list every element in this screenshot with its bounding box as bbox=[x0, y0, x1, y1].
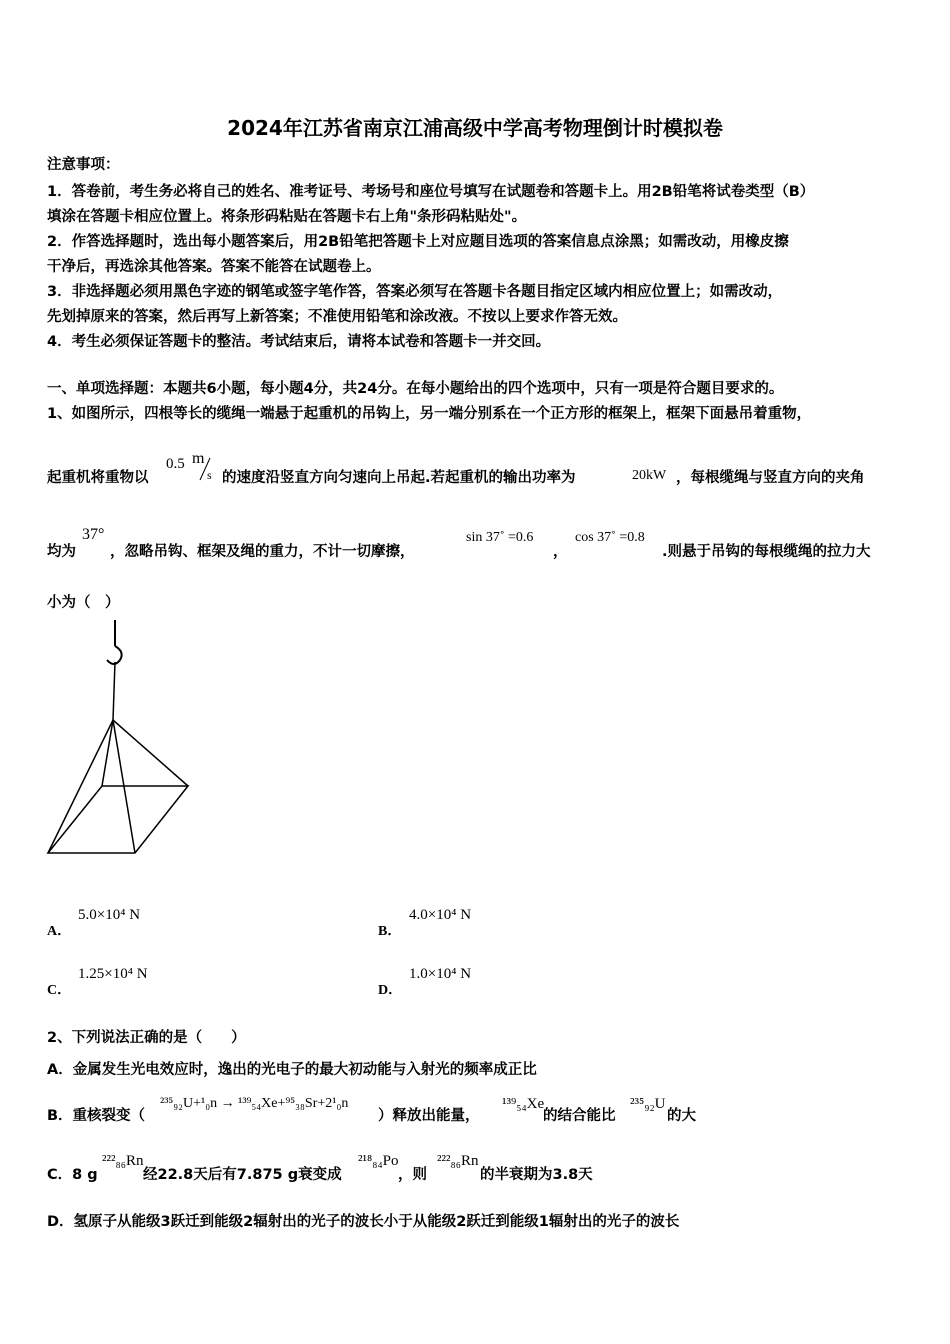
power-value: 20kW bbox=[632, 468, 667, 483]
q2-option-c-prefix: C．8 g bbox=[47, 1167, 98, 1183]
q2-option-b-mid2: 的结合能比 bbox=[543, 1108, 616, 1124]
q1-line-3c: .则悬于吊钩的每根缆绳的拉力大 bbox=[662, 544, 871, 560]
q2-option-c-end: 的半衰期为3.8天 bbox=[480, 1167, 593, 1183]
section-heading: 一、单项选择题：本题共6小题，每小题4分，共24分。在每小题给出的四个选项中，只有一项是符合题目要求的。 bbox=[47, 381, 784, 397]
notice-line-3: 2．作答选择题时，选出每小题答案后，用2B铅笔把答题卡上对应题目选项的答案信息点涂黑；如需改动，用橡皮擦 bbox=[47, 234, 789, 250]
option-d-letter: D． bbox=[378, 983, 403, 998]
option-a-value: 5.0×10⁴ N bbox=[78, 907, 141, 923]
sin-value: sin 37˚ =0.6 bbox=[466, 530, 534, 545]
option-d-value: 1.0×10⁴ N bbox=[409, 966, 472, 982]
q1-line-4: 小为（ ） bbox=[47, 595, 120, 611]
nuclide-u: ²³⁵₉₂U bbox=[630, 1096, 666, 1112]
notice-line-5: 3．非选择题必须用黑色字迹的钢笔或签字笔作答，答案必须写在答题卡各题目指定区域内相应位置上；如需改动， bbox=[47, 284, 783, 300]
cos-value: cos 37˚ =0.8 bbox=[575, 530, 645, 545]
notice-heading: 注意事项： bbox=[47, 157, 120, 173]
q1-line-1: 1、如图所示，四根等长的缆绳一端悬于起重机的吊钩上，另一端分别系在一个正方形的框架上，框架下面悬吊着重物， bbox=[47, 406, 812, 422]
angle-value: 37° bbox=[82, 526, 105, 543]
notice-line-6: 先划掉原来的答案，然后再写上新答案；不准使用铅笔和涂改液。不按以上要求作答无效。 bbox=[47, 309, 627, 325]
nuclide-po: ²¹⁸₈₄Po bbox=[358, 1153, 399, 1169]
q2-option-a: A．金属发生光电效应时，逸出的光电子的最大初动能与入射光的频率成正比 bbox=[47, 1062, 537, 1078]
notice-line-4: 干净后，再选涂其他答案。答案不能答在试题卷上。 bbox=[47, 259, 381, 275]
q1-line-3b: ，忽略吊钩、框架及绳的重力，不计一切摩擦， bbox=[110, 544, 415, 560]
speed-unit-m: m bbox=[192, 450, 205, 467]
notice-line-2: 填涂在答题卡相应位置上。将条形码粘贴在答题卡右上角"条形码粘贴处"。 bbox=[47, 209, 527, 225]
speed-value: 0.5 bbox=[166, 456, 185, 472]
option-c-letter: C． bbox=[47, 983, 72, 998]
nuclide-rn: ²²²₈₆Rn bbox=[102, 1153, 144, 1169]
q1-line-3a: 均为 bbox=[47, 544, 76, 560]
option-b-letter: B． bbox=[378, 924, 402, 939]
q1-line-2c: ，每根缆绳与竖直方向的夹角 bbox=[676, 470, 865, 486]
page-title: 2024年江苏省南京江浦高级中学高考物理倒计时模拟卷 bbox=[227, 116, 723, 140]
nuclide-rn-2: ²²²₈₆Rn bbox=[437, 1153, 479, 1169]
notice-line-7: 4．考生必须保证答题卡的整洁。考试结束后，请将本试卷和答题卡一并交回。 bbox=[47, 334, 551, 350]
q2-option-b-prefix: B．重核裂变（ bbox=[47, 1108, 146, 1124]
notice-line-1: 1．答卷前，考生务必将自己的姓名、准考证号、考场号和座位号填写在试题卷和答题卡上。用2B铅笔将试卷类型（B） bbox=[47, 184, 815, 200]
q2-option-b-end: 的大 bbox=[667, 1108, 696, 1124]
option-b-value: 4.0×10⁴ N bbox=[409, 907, 472, 923]
q1-line-2b: 的速度沿竖直方向匀速向上吊起.若起重机的输出功率为 bbox=[222, 470, 576, 486]
fission-equation: ²³⁵₉₂U+¹₀n → ¹³⁹₅₄Xe+⁹⁵₃₈Sr+2¹₀n bbox=[160, 1096, 349, 1111]
q2-option-d: D．氢原子从能级3跃迁到能级2辐射出的光子的波长小于从能级2跃迁到能级1辐射出的光子的波长 bbox=[47, 1214, 680, 1230]
crane-frame-figure bbox=[40, 618, 200, 863]
speed-unit-s: s bbox=[207, 468, 212, 482]
option-a-letter: A． bbox=[47, 924, 72, 939]
q2-option-c-mid2: ，则 bbox=[398, 1167, 427, 1183]
q2-option-c-mid: 经22.8天后有7.875 g衰变成 bbox=[143, 1167, 342, 1183]
q2-stem: 2、下列说法正确的是（ ） bbox=[47, 1030, 246, 1046]
q2-option-b-mid: ）释放出能量， bbox=[378, 1108, 480, 1124]
comma: ， bbox=[553, 544, 568, 560]
nuclide-xe: ¹³⁹₅₄Xe bbox=[502, 1096, 545, 1112]
option-c-value: 1.25×10⁴ N bbox=[78, 966, 148, 982]
q1-line-2a: 起重机将重物以 bbox=[47, 470, 149, 486]
